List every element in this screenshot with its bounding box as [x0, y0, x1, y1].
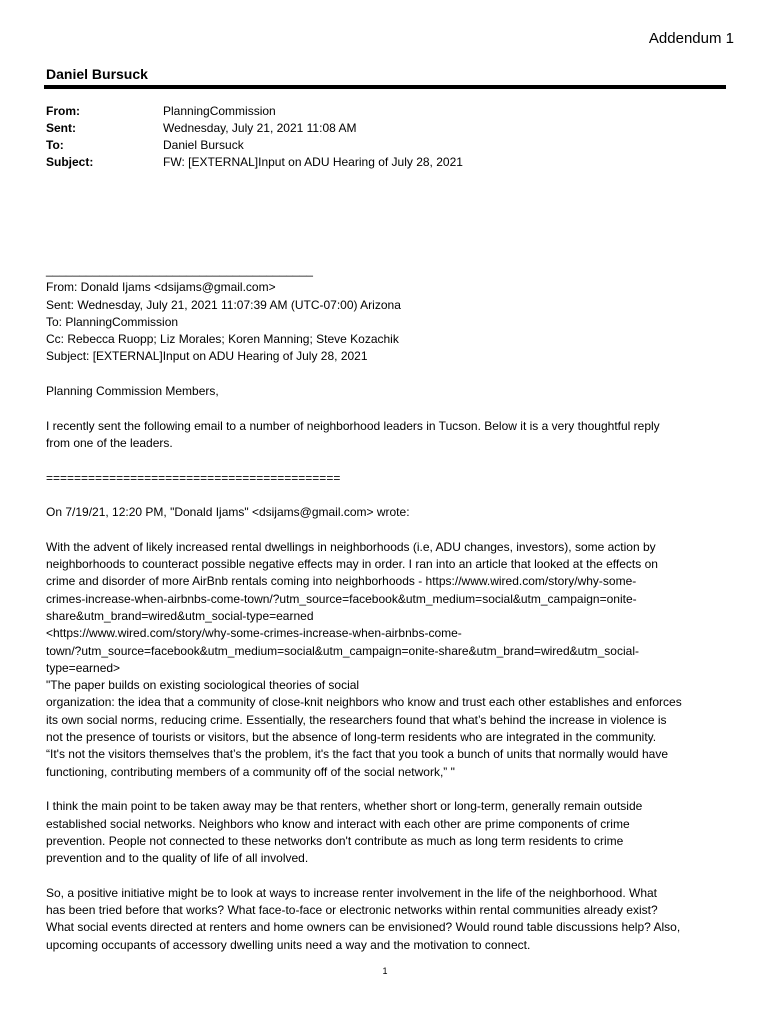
- text-line: With the advent of likely increased rental dwellings in neighborhoods (i.e, ADU changes, investors), some action by: [46, 539, 656, 554]
- forward-cc: Cc: Rebecca Ruopp; Liz Morales; Koren Manning; Steve Kozachik: [46, 332, 399, 347]
- text-line: “It's not the visitors themselves that’s the problem, it's the fact that you took a bunch of units that normally would have: [46, 747, 669, 762]
- text-line: crime and disorder of more AirBnb rentals coming into neighborhoods - https://www.wired.com/story/why-some-: [46, 574, 637, 589]
- intro-paragraph: [46, 418, 736, 453]
- text-line: <https://www.wired.com/story/why-some-crimes-increase-when-airbnbs-come-: [46, 626, 462, 641]
- forward-from: From: Donald Ijams <dsijams@gmail.com>: [46, 280, 276, 295]
- paragraph-1: [46, 539, 736, 781]
- forward-header: [46, 262, 736, 366]
- text-line: So, a positive initiative might be to look at ways to increase renter involvement in the life of the neighborhood. What: [46, 885, 658, 900]
- text-line: I think the main point to be taken away may be that renters, whether short or long-term, generally remain outside: [46, 799, 643, 814]
- paragraph-3: [46, 885, 736, 954]
- greeting: Planning Commission Members,: [46, 384, 219, 399]
- text-line: type=earned>: [46, 660, 121, 675]
- header-value: FW: [EXTERNAL]Input on ADU Hearing of July 28, 2021: [163, 155, 463, 169]
- text-line: crimes-increase-when-airbnbs-come-town/?utm_source=facebook&utm_medium=social&utm_campaign=onite-: [46, 591, 637, 606]
- header-key: Sent:: [46, 121, 76, 135]
- header-value: Daniel Bursuck: [163, 138, 244, 152]
- header-key: From:: [46, 104, 80, 118]
- text-line: share&utm_brand=wired&utm_social-type=earned: [46, 608, 314, 623]
- header-value: PlanningCommission: [163, 104, 276, 118]
- text-line: established social networks. Neighbors who know and interact with each other are prime components of crime: [46, 816, 630, 831]
- separator: ==========================================: [46, 470, 341, 485]
- email-header: [46, 103, 463, 171]
- header-value: Wednesday, July 21, 2021 11:08 AM: [163, 121, 357, 135]
- header-row-to: [46, 137, 463, 154]
- text-line: neighborhoods to counteract possible negative effects may in order. I ran into an article that looked at the effects on: [46, 557, 658, 572]
- forward-subject: Subject: [EXTERNAL]Input on ADU Hearing of July 28, 2021: [46, 349, 368, 364]
- header-row-sent: [46, 120, 463, 137]
- paragraph-2: [46, 798, 736, 867]
- text-line: has been tried before that works? What face-to-face or electronic networks within rental communities already exist?: [46, 902, 658, 917]
- text-line: What social events directed at renters and home owners can be envisioned? Would round table discussions help? Also,: [46, 920, 681, 935]
- header-row-subject: [46, 154, 463, 171]
- header-key: Subject:: [46, 155, 94, 169]
- text-line: its own social norms, reducing crime. Essentially, the researchers found that what’s behind the increase in violence is: [46, 712, 667, 727]
- forward-separator-line: ________________________________________: [46, 263, 313, 277]
- text-line: prevention and to the quality of life of all involved.: [46, 851, 309, 866]
- page-number: 1: [382, 966, 388, 976]
- text-line: organization: the idea that a community of close-knit neighbors who know and trust each other establishes and enforces: [46, 695, 682, 710]
- text-line: upcoming occupants of accessory dwelling units need a way and the motivation to connect.: [46, 937, 531, 952]
- quote-header: On 7/19/21, 12:20 PM, "Donald Ijams" <dsijams@gmail.com> wrote:: [46, 505, 410, 520]
- email-body: [46, 262, 736, 954]
- header-row-from: [46, 103, 463, 120]
- forward-to: To: PlanningCommission: [46, 314, 179, 329]
- header-rule: [44, 85, 726, 89]
- addendum-label: Addendum 1: [648, 30, 734, 47]
- text-line: I recently sent the following email to a number of neighborhood leaders in Tucson. Below it is a very thoughtful reply: [46, 418, 660, 433]
- text-line: from one of the leaders.: [46, 435, 173, 450]
- text-line: town/?utm_source=facebook&utm_medium=social&utm_campaign=onite-share&utm_brand=wired&utm_social-: [46, 643, 639, 658]
- text-line: functioning, contributing members of a community off of the social network,” ": [46, 764, 455, 779]
- text-line: not the presence of tourists or visitors, but the absence of long-term residents who are integrated in the community.: [46, 730, 657, 745]
- text-line: prevention. People not connected to these networks don't contribute as much as long term residents to crime: [46, 833, 624, 848]
- header-key: To:: [46, 138, 64, 152]
- text-line: "The paper builds on existing sociological theories of social: [46, 678, 360, 693]
- forward-sent: Sent: Wednesday, July 21, 2021 11:07:39 AM (UTC-07:00) Arizona: [46, 297, 401, 312]
- sender-name: Daniel Bursuck: [46, 66, 148, 82]
